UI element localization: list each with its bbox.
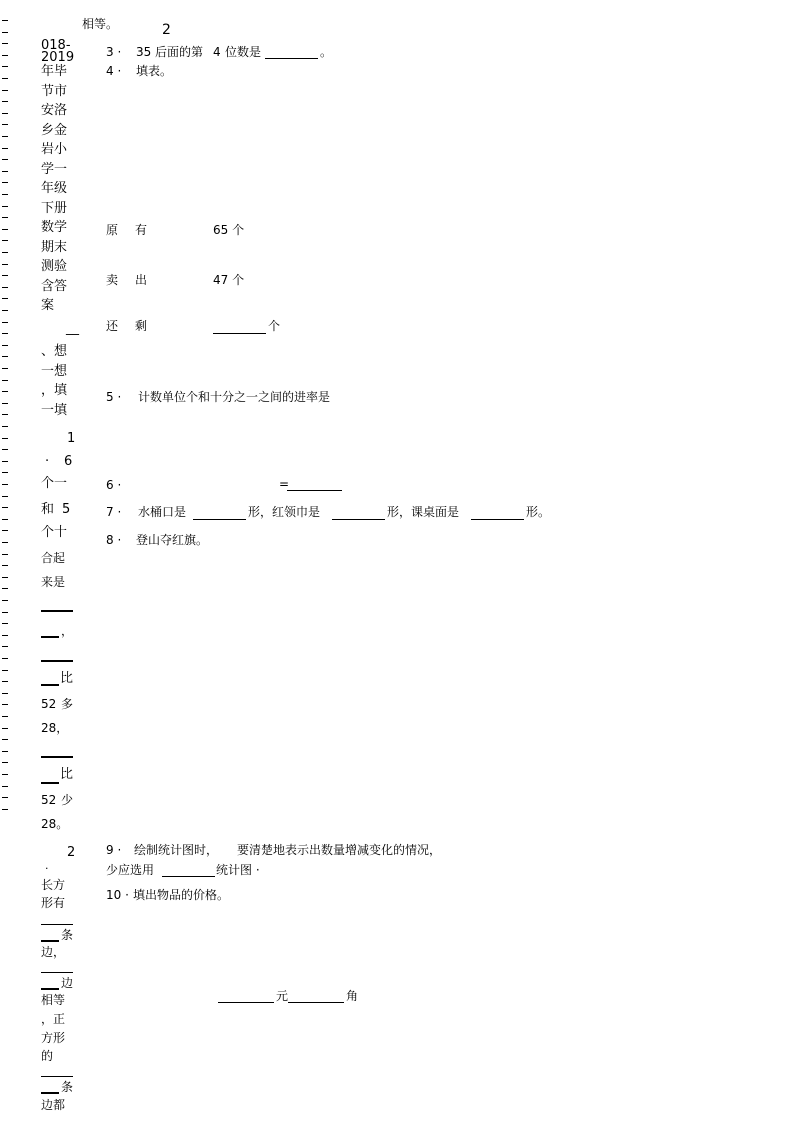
section-title-line: ，填 — [41, 383, 68, 398]
side-year-2: 2019 — [41, 50, 75, 65]
q1-blank-2b[interactable] — [41, 684, 59, 686]
table-row-2-label-b: 出 — [135, 273, 148, 287]
q2-line8: 边都 — [41, 1098, 66, 1112]
q7-blank-2[interactable] — [332, 519, 385, 520]
binding-dash — [2, 600, 8, 601]
q3-4: 4 — [213, 45, 221, 59]
side-year-1: 018- — [41, 38, 71, 53]
q5-number: 5 · — [106, 390, 122, 404]
binding-dash — [2, 368, 8, 369]
binding-dash — [2, 472, 8, 473]
table-row-3-label-b: 剩 — [135, 319, 148, 333]
binding-dash — [2, 554, 8, 555]
binding-dash — [2, 322, 8, 323]
side-title-line: 数学 — [41, 220, 68, 235]
side-title-line: 下册 — [41, 200, 68, 216]
q8-text: 登山夺红旗。 — [136, 533, 209, 547]
q2-line5: ，正 — [41, 1012, 66, 1026]
q7-text-d: 形。 — [526, 505, 551, 519]
q7-text-c: 形，课桌面是 — [387, 505, 460, 519]
q7-text-b: 形，红领巾是 — [248, 505, 321, 519]
binding-dash — [2, 716, 8, 717]
q1-28b: 28。 — [41, 817, 69, 831]
q1-28a: 28， — [41, 721, 69, 735]
binding-dash — [2, 507, 8, 508]
q2-blank-2a[interactable] — [41, 972, 73, 973]
binding-dash — [2, 762, 8, 763]
side-title-line: 年级 — [41, 181, 68, 196]
q3-text-b: 位数是 — [225, 45, 262, 59]
q1-line1: 个一 — [41, 476, 68, 491]
binding-dash — [2, 414, 8, 415]
q2-dot: · — [45, 862, 49, 875]
q1-line2: 个十 — [41, 525, 68, 540]
binding-dash — [2, 275, 8, 276]
q9-number: 9 · — [106, 843, 122, 857]
section-mark: __ — [66, 321, 79, 336]
q6-equals: = — [279, 477, 290, 491]
page-number: 2 — [162, 22, 171, 38]
binding-dash — [2, 171, 8, 172]
binding-dash — [2, 240, 8, 241]
binding-dash — [2, 32, 8, 33]
binding-dash — [2, 148, 8, 149]
q1-line3: 合起 — [41, 551, 66, 565]
binding-dash — [2, 739, 8, 740]
q2-blank-3b[interactable] — [41, 1092, 59, 1094]
binding-dash — [2, 287, 8, 288]
table-row-3-label-a: 还 — [106, 319, 119, 333]
q3-number: 3 · — [106, 45, 122, 59]
binding-dash — [2, 194, 8, 195]
q1-comma: ， — [61, 624, 74, 638]
q5-text: 计数单位个和十分之一之间的进率是 — [138, 390, 331, 404]
q1-six: 6 — [64, 454, 73, 469]
q2-line7: 的 — [41, 1049, 54, 1063]
q1-bi-1: 比 — [60, 671, 74, 686]
binding-dash — [2, 704, 8, 705]
binding-dash — [2, 206, 8, 207]
q6-number: 6 · — [106, 478, 122, 492]
q2-blank-1b[interactable] — [41, 940, 59, 942]
price-jiao: 角 — [346, 989, 359, 1003]
q2-number: 2 — [67, 845, 76, 860]
binding-dash — [2, 78, 8, 79]
q3-answer-blank[interactable] — [265, 58, 318, 59]
q9-text-c: 少应选用 — [106, 863, 155, 877]
binding-dash — [2, 565, 8, 566]
binding-dash — [2, 66, 8, 67]
binding-dash — [2, 542, 8, 543]
binding-dash — [2, 728, 8, 729]
q8-number: 8 · — [106, 533, 122, 547]
side-title-line: 安洛 — [41, 103, 68, 118]
table-row-3-value: 个 — [268, 319, 281, 333]
side-title-line: 学一 — [41, 161, 68, 177]
binding-dash — [2, 774, 8, 775]
binding-dash — [2, 612, 8, 613]
binding-dash — [2, 670, 8, 671]
q1-bi-2: 比 — [60, 767, 74, 782]
binding-dash — [2, 380, 8, 381]
q9-text-b: 要清楚地表示出数量增减变化的情况， — [237, 843, 442, 857]
binding-dash — [2, 646, 8, 647]
q10-number: 10 · — [106, 888, 129, 902]
q1-blank-3b[interactable] — [41, 782, 59, 784]
binding-dash — [2, 356, 8, 357]
q1-dot: · — [45, 454, 50, 469]
price-jiao-blank[interactable] — [288, 1002, 344, 1003]
q7-text-a: 水桶口是 — [138, 505, 187, 519]
q4-number: 4 · — [106, 64, 122, 78]
side-title-line: 案 — [41, 298, 55, 313]
q3-end: 。 — [320, 45, 333, 59]
q7-blank-3[interactable] — [471, 519, 524, 520]
q7-number: 7 · — [106, 505, 122, 519]
table-row-1-label-b: 有 — [135, 223, 148, 237]
q1-52b: 52 — [41, 793, 57, 807]
q2-tiao-2: 条 — [61, 1080, 74, 1094]
binding-dash — [2, 310, 8, 311]
q2-blank-1a[interactable] — [41, 924, 73, 925]
binding-dash — [2, 797, 8, 798]
side-title-line: 含答 — [41, 278, 68, 294]
section-title-line: 、想 — [41, 344, 68, 359]
binding-dash — [2, 496, 8, 497]
binding-dash — [2, 252, 8, 253]
binding-dash — [2, 55, 8, 56]
binding-dash — [2, 693, 8, 694]
q1-blank-2a[interactable] — [41, 660, 73, 662]
q2-line2: 形有 — [41, 896, 66, 910]
table-row-2-value: 47 个 — [213, 273, 245, 287]
section-title-line: 一填 — [41, 402, 68, 418]
q3-35: 35 — [136, 45, 152, 59]
binding-dash — [2, 635, 8, 636]
binding-dash — [2, 809, 8, 810]
binding-dash — [2, 577, 8, 578]
q2-bian: 边 — [61, 976, 74, 990]
side-title-line: 乡金 — [41, 122, 68, 138]
side-title-line: 岩小 — [41, 142, 68, 157]
table-row-2-label-a: 卖 — [106, 273, 119, 287]
q1-duo: 多 — [61, 697, 74, 711]
q2-blank-3a[interactable] — [41, 1076, 73, 1077]
table-remaining-blank[interactable] — [213, 333, 266, 334]
binding-dash — [2, 519, 8, 520]
binding-dash — [2, 217, 8, 218]
side-title-line: 测验 — [41, 259, 68, 274]
q1-number: 1 — [67, 431, 76, 446]
section-title-line: 一想 — [41, 363, 68, 379]
binding-dash — [2, 588, 8, 589]
binding-dash — [2, 438, 8, 439]
table-row-1-value: 65 个 — [213, 223, 245, 237]
binding-dash — [2, 786, 8, 787]
price-yuan-blank[interactable] — [218, 1002, 274, 1003]
top-xiangdeng: 相等。 — [82, 17, 119, 31]
q1-52a: 52 — [41, 697, 57, 711]
binding-dash — [2, 623, 8, 624]
side-title-line: 期末 — [41, 239, 68, 255]
binding-dash — [2, 449, 8, 450]
binding-dash — [2, 345, 8, 346]
binding-dash — [2, 43, 8, 44]
binding-dash — [2, 484, 8, 485]
q1-blank-3a[interactable] — [41, 756, 73, 758]
q9-text-d: 统计图 · — [216, 863, 260, 877]
q4-text: 填表。 — [136, 64, 173, 78]
q1-shao: 少 — [61, 793, 74, 807]
price-yuan: 元 — [276, 989, 289, 1003]
binding-dash — [2, 426, 8, 427]
q1-line4: 来是 — [41, 575, 66, 589]
q6-answer-blank[interactable] — [287, 490, 342, 491]
q2-tiao-1: 条 — [61, 928, 74, 942]
q1-blank-1a[interactable] — [41, 610, 73, 612]
binding-dash — [2, 182, 8, 183]
q7-blank-1[interactable] — [193, 519, 246, 520]
binding-dash — [2, 124, 8, 125]
binding-dash — [2, 391, 8, 392]
binding-dash — [2, 333, 8, 334]
binding-dash — [2, 461, 8, 462]
binding-dash — [2, 658, 8, 659]
binding-dash — [2, 229, 8, 230]
q10-text: 填出物品的价格。 — [133, 888, 230, 902]
q9-answer-blank[interactable] — [162, 876, 215, 877]
binding-dash — [2, 136, 8, 137]
binding-dash — [2, 751, 8, 752]
side-title-line: 年毕 — [41, 64, 68, 79]
q9-text-a: 绘制统计图时， — [134, 843, 219, 857]
q2-blank-2b[interactable] — [41, 988, 59, 990]
q1-blank-1b[interactable] — [41, 636, 59, 638]
binding-dash — [2, 90, 8, 91]
q2-line4: 相等 — [41, 993, 66, 1007]
table-row-1-label-a: 原 — [106, 223, 119, 237]
side-title-line: 节市 — [41, 83, 68, 99]
q2-line3: 边， — [41, 945, 66, 959]
binding-dash — [2, 264, 8, 265]
binding-dash — [2, 298, 8, 299]
binding-dash — [2, 101, 8, 102]
q3-text-a: 后面的第 — [155, 45, 204, 59]
q2-line6: 方形 — [41, 1031, 66, 1045]
binding-dash — [2, 403, 8, 404]
binding-dash — [2, 530, 8, 531]
binding-dash — [2, 113, 8, 114]
binding-dash — [2, 681, 8, 682]
q1-five: 5 — [62, 502, 71, 517]
binding-dash — [2, 159, 8, 160]
binding-dash — [2, 20, 8, 21]
q2-line1: 长方 — [41, 878, 66, 892]
q1-he: 和 — [41, 502, 55, 517]
